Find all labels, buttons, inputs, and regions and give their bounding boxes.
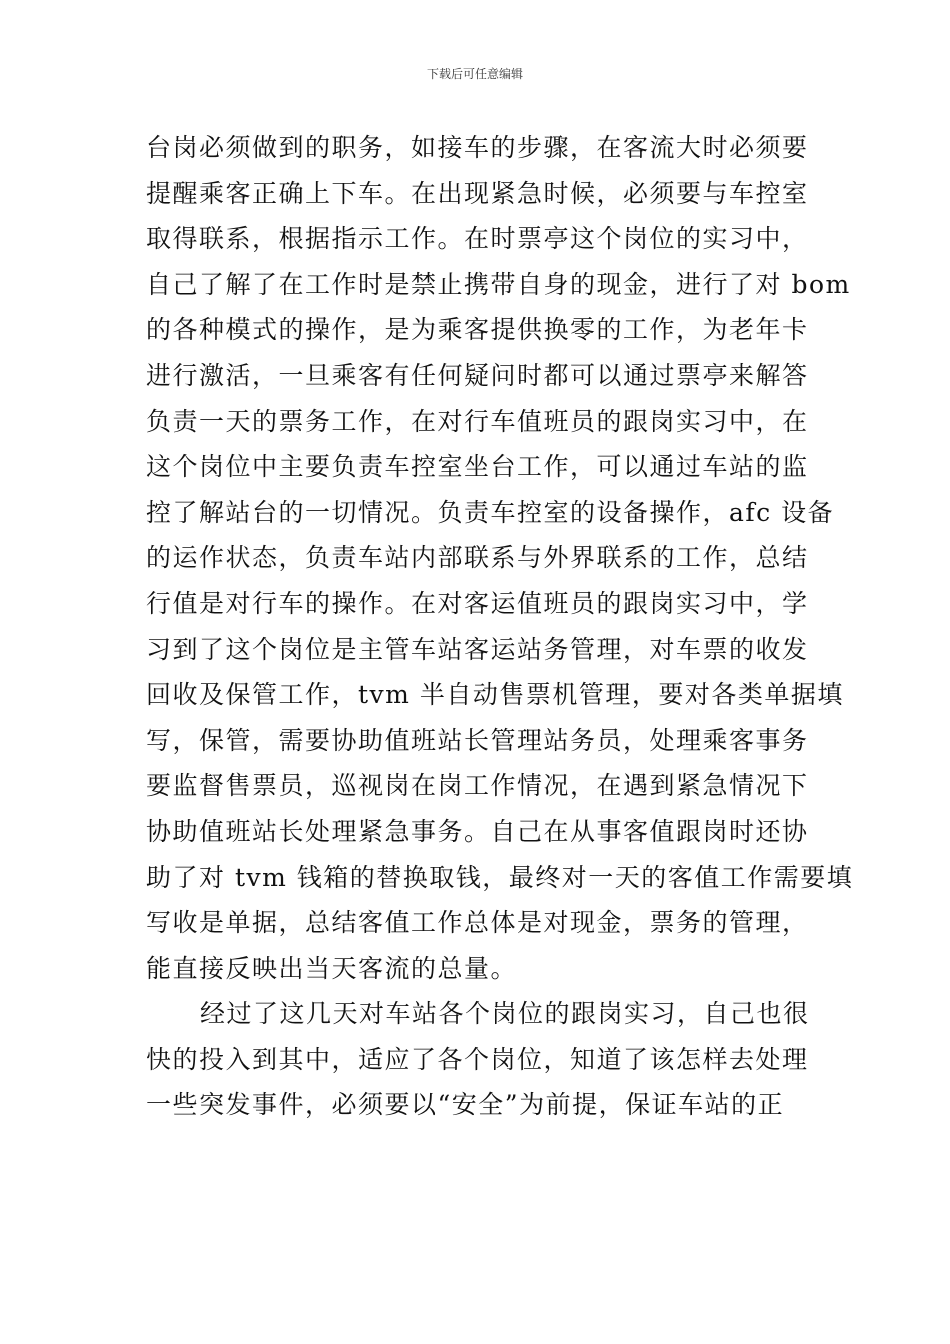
text-line: 要监督售票员，巡视岗在岗工作情况，在遇到紧急情况下 [146,771,809,801]
text-line: 回收及保管工作，tvm 半自动售票机管理，要对各类单据填 [146,680,844,710]
text-line: 的各种模式的操作，是为乘客提供换零的工作，为老年卡 [146,315,809,345]
text-line: 助了对 tvm 钱箱的替换取钱，最终对一天的客值工作需要填 [146,862,854,892]
text-line: 协助值班站长处理紧急事务。自己在从事客值跟岗时还协 [146,816,809,846]
text-line: 快的投入到其中，适应了各个岗位，知道了该怎样去处理 [146,1044,809,1074]
text-line: 能直接反映出当天客流的总量。 [146,953,518,983]
text-line: 行值是对行车的操作。在对客运值班员的跟岗实习中，学 [146,588,809,618]
text-line: 习到了这个岗位是主管车站客运站务管理，对车票的收发 [146,634,809,664]
text-line: 进行激活，一旦乘客有任何疑问时都可以通过票亭来解答 [146,360,809,390]
text-line: 的运作状态，负责车站内部联系与外界联系的工作，总结 [146,543,809,573]
text-line: 控了解站台的一切情况。负责车控室的设备操作，afc 设备 [146,497,835,527]
text-line: 台岗必须做到的职务，如接车的步骤，在客流大时必须要 [146,133,809,162]
document-body [146,125,854,1128]
paragraph-start-line: 经过了这几天对车站各个岗位的跟岗实习，自己也很 [200,999,810,1029]
text-line: 写收是单据，总结客值工作总体是对现金，票务的管理， [146,908,809,938]
text-line: 提醒乘客正确上下车。在出现紧急时候，必须要与车控室 [146,178,809,208]
text-line: 自己了解了在工作时是禁止携带自身的现金，进行了对 bom [146,269,851,299]
text-line: 一些突发事件，必须要以“安全”为前提，保证车站的正 [146,1090,785,1120]
page-header: 下载后可任意编辑 [426,67,523,81]
text-line: 这个岗位中主要负责车控室坐台工作，可以通过车站的监 [146,452,809,482]
text-line: 写，保管，需要协助值班站长管理站务员，处理乘客事务 [146,725,809,755]
text-line: 负责一天的票务工作，在对行车值班员的跟岗实习中，在 [146,406,809,436]
text-line: 取得联系，根据指示工作。在时票亭这个岗位的实习中， [146,224,809,254]
